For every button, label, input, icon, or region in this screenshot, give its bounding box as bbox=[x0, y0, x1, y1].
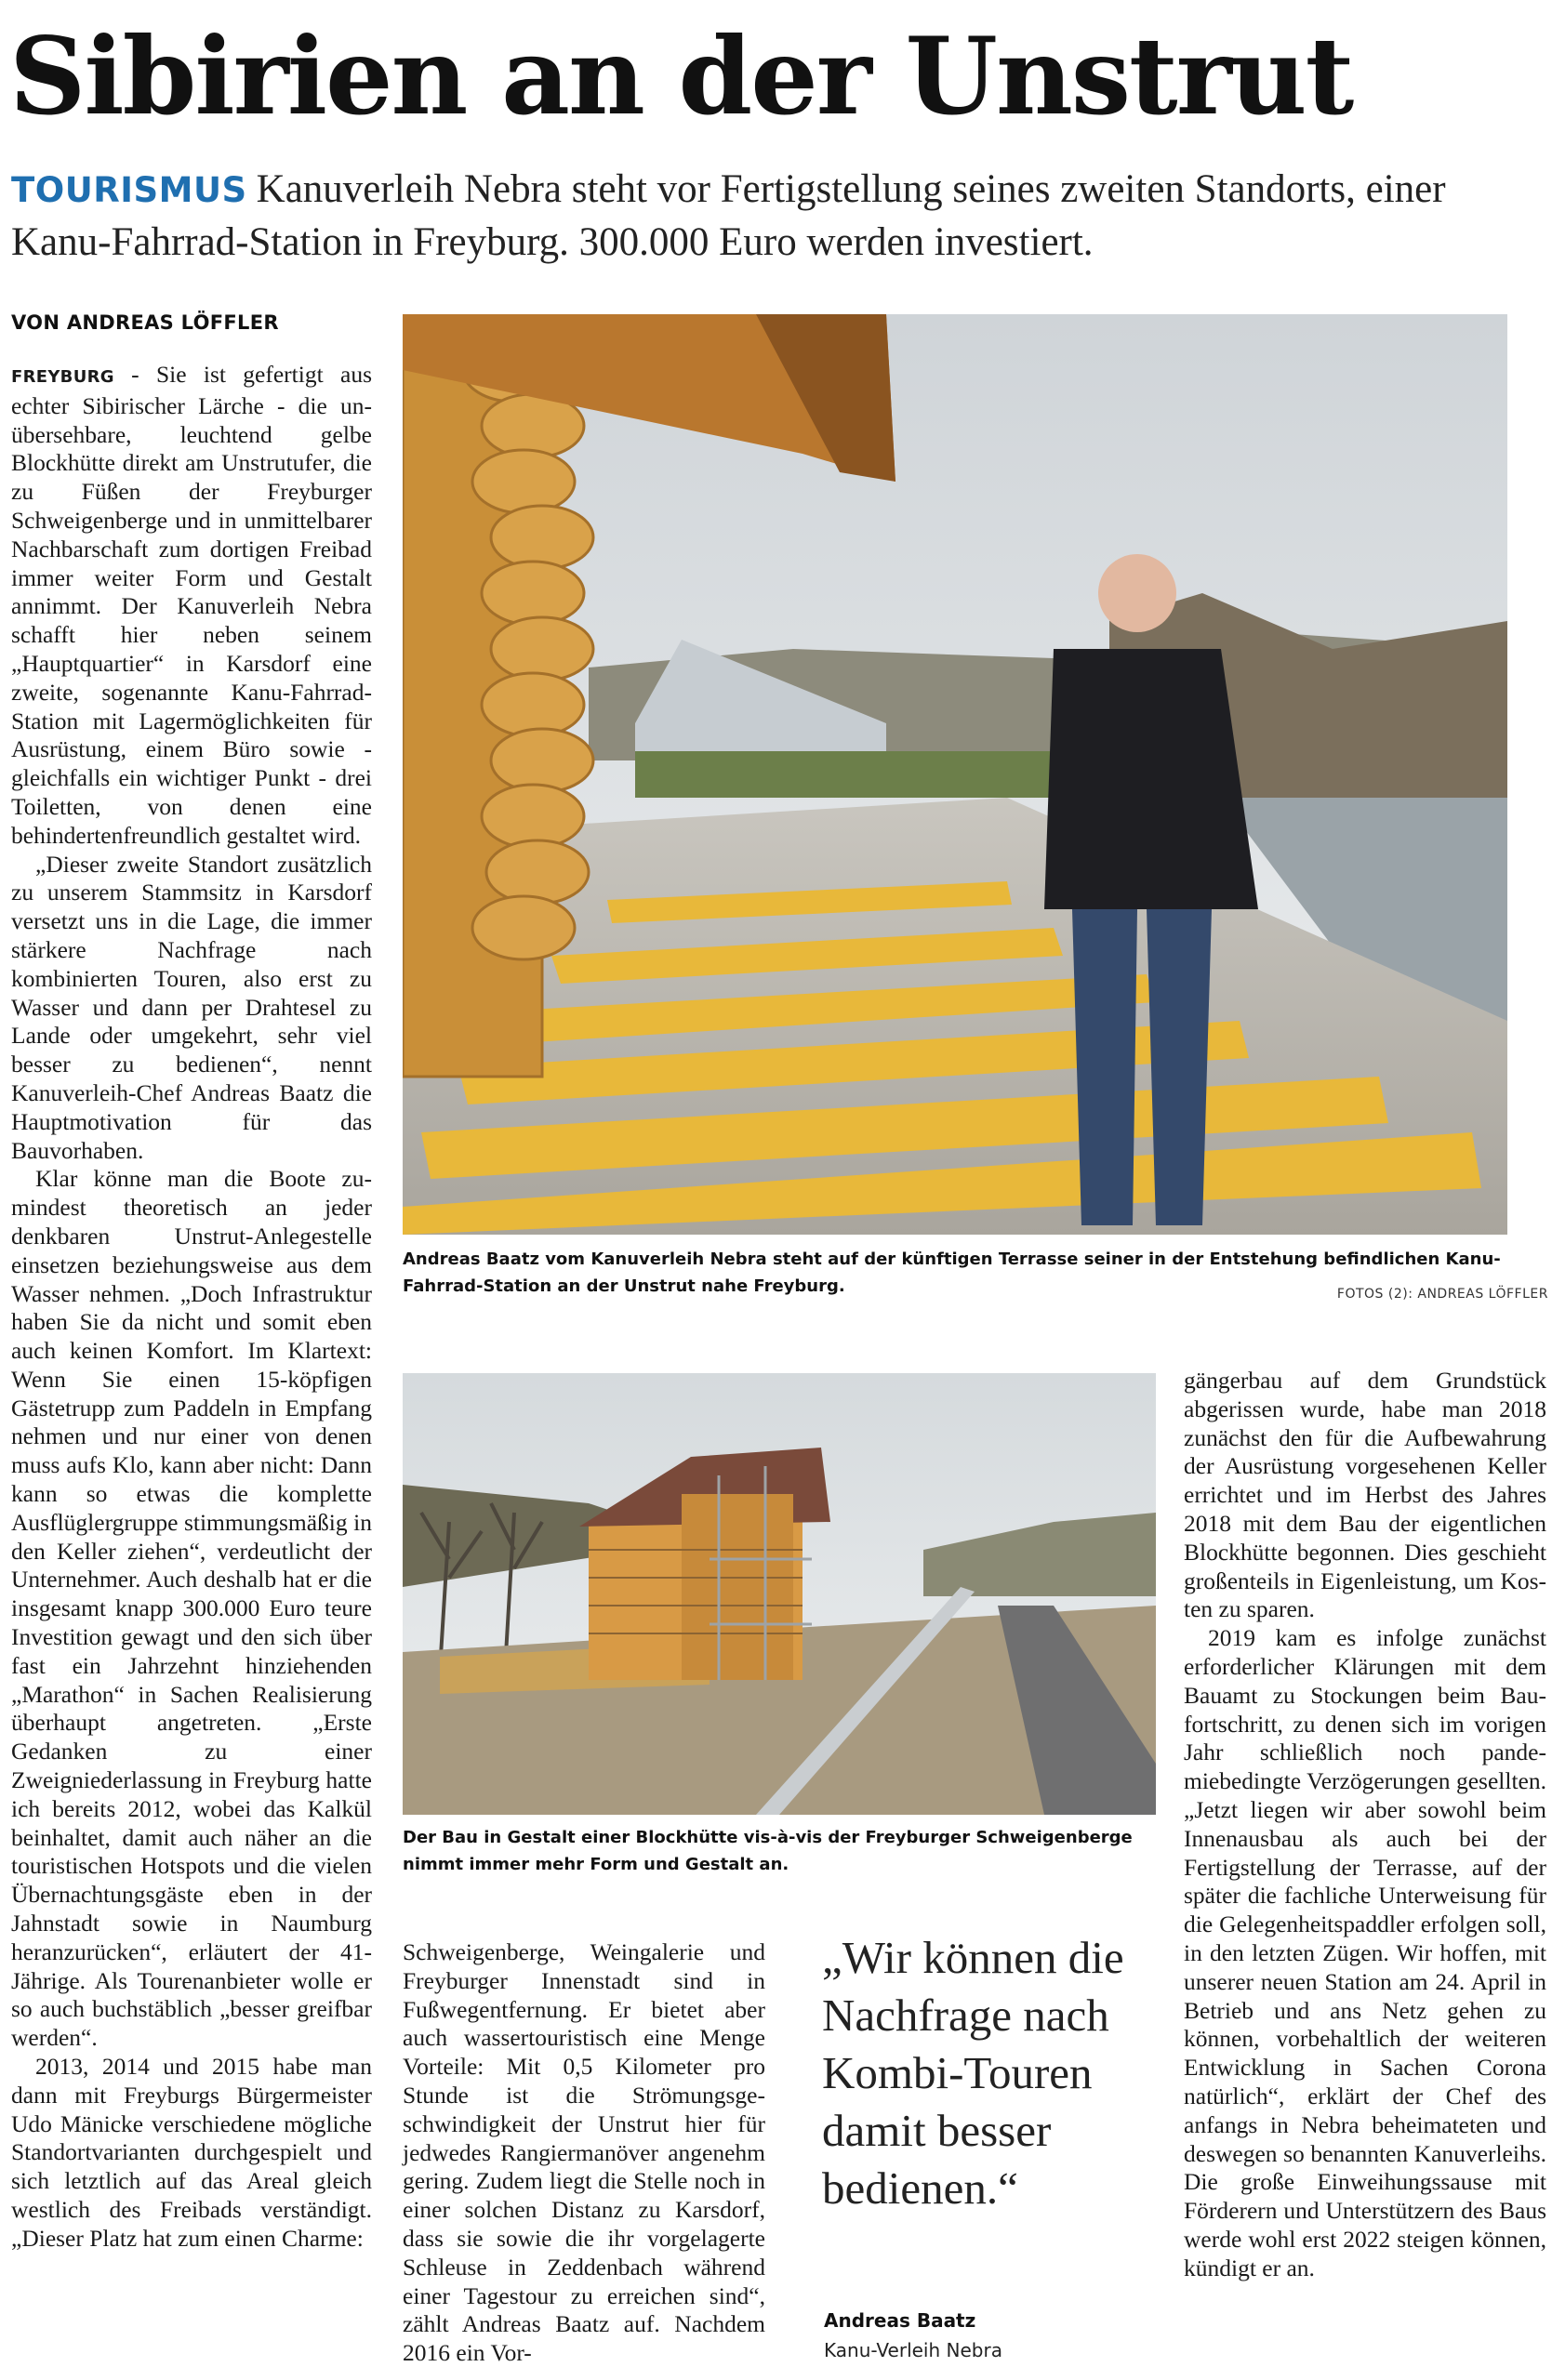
photo-cabin-caption: Der Bau in Gestalt einer Blockhütte vis-à-vis der Freyburger Schweigenberge nimmt immer mehr Form und Gestalt an. bbox=[403, 1828, 1133, 1874]
paragraph bbox=[11, 361, 372, 851]
photo-cabin-image bbox=[403, 1373, 1156, 1815]
photo-credit: FOTOS (2): ANDREAS LÖFFLER bbox=[1336, 1287, 1548, 1302]
paragraph: 2013, 2014 und 2015 habe man dann mit Freyburgs Bürgermeister Udo Mänicke verschiedene mögliche Standortvarianten durchgespielt und sich letztlich auf das Areal gleich westlich des Freibads verständigt. „Dieser Platz hat zum einen Charme: bbox=[11, 2053, 372, 2252]
headline: Sibirien an der Unstrut bbox=[9, 14, 1353, 139]
photo-cabin bbox=[403, 1373, 1156, 1815]
kicker: TOURISMUS bbox=[11, 170, 247, 210]
quote-role: Kanu-Verleih Nebra bbox=[824, 2339, 1002, 2361]
photo-terrace-image bbox=[403, 314, 1507, 1235]
paragraph: Klar könne man die Boote zumindest theoretisch an jeder denkbaren Unstrut-Anlegestelle einsetzen beziehungsweise aus dem Wasser nehmen. „Doch Infrastruktur haben Sie da nicht und somit eben auch keinen Komfort. Im Klartext: Wenn Sie einen 15-köpfigen Gästetrupp zum Paddeln in Empfang nehmen und nur einer von denen muss aufs Klo, kann aber nicht: Dann kann so etwas die komplette Ausflüglergruppe stimmungsmäßig in den Keller ziehen“, verdeutlicht der Unternehmer. Auch deshalb hat er die insgesamt knapp 300.000 Euro teure Investition gewagt und den sich über fast ein Jahrzehnt hinziehenden „Marathon“ in Sachen Realisierung überhaupt angetreten. „Erste Gedanken zu einer Zweigniederlassung in Freyburg hatte ich bereits 2012, wobei das Kalkül beinhaltet, damit auch näher an die touristischen Hotspots und die vielen Übernachtungsgäste eben in der Jahnstadt sowie in Naumburg heranzurücken“, erläutert der 41-Jährige. Als Tourenanbieter wolle er so auch buchstäblich „besser greifbar werden“. bbox=[11, 1165, 372, 2052]
byline: VON ANDREAS LÖFFLER bbox=[11, 311, 279, 334]
deck-text: Kanuverleih Nebra steht vor Fertigstellung seines zweiten Standorts, einer Kanu-Fahrrad-Station in Freyburg. 300.000 Euro werden investiert. bbox=[11, 167, 1446, 264]
paragraph-text: - Sie ist gefertigt aus echter Sibirischer Lärche - die unübersehbare, leuchtend gelbe Blockhütte direkt am Unstrutufer, die zu Füßen der Freyburger Schweigenberge und in unmittelbarer Nachbarschaft zum dortigen Freibad immer weiter Form und Gestalt annimmt. Der Kanuverleih Nebra schafft hier neben seinem „Hauptquartier“ in Karsdorf eine zweite, sogenannte Kanu-Fahrrad-Station mit Lagermöglichkeiten für Ausrüstung, einem Büro sowie - gleichfalls ein wichtiger Punkt - drei Toiletten, von denen eine behindertenfreundlich gestaltet wird. bbox=[11, 361, 372, 849]
column-2 bbox=[403, 1938, 765, 2368]
column-3 bbox=[1184, 1367, 1546, 2283]
column-1 bbox=[11, 361, 372, 2254]
dateline: FREYBURG bbox=[11, 367, 114, 387]
paragraph: gängerbau auf dem Grundstück abgerissen wurde, habe man 2018 zunächst den für die Aufbewahrung der Ausrüstung vorgesehenen Keller errichtet und im Herbst des Jahres 2018 mit dem Bau der eigentlichen Blockhütte begonnen. Dies geschieht großenteils in Eigenleistung, um Kosten zu sparen. bbox=[1184, 1367, 1546, 1623]
photo-terrace bbox=[403, 314, 1507, 1235]
deck bbox=[11, 164, 1518, 269]
photo-terrace-caption: Andreas Baatz vom Kanuverleih Nebra steht auf der künftigen Terrasse seiner in der Entstehung befindlichen Kanu-Fahrrad-Station an der Unstrut nahe Freyburg. bbox=[403, 1250, 1501, 1296]
paragraph: 2019 kam es infolge zunächst erforderlicher Klärungen mit dem Bauamt zu Stockungen beim Baufortschritt, zu denen sich im vorigen Jahr schließlich noch pandemiebedingte Verzögerungen gesellten. „Jetzt liegen wir aber sowohl beim Innenausbau als auch bei der Fertigstellung der Terrasse, auf der später die fachliche Unterweisung für die Gelegenheitspaddler erfolgen soll, in den letzten Zügen. Wir hoffen, mit unserer neuen Station am 24. April in Betrieb und ans Netz gehen zu können, vorbehaltlich der weiteren Entwicklung in Sachen Corona natürlich“, erklärt der Chef des anfangs in Nebra beheimateten und deswegen so benannten Kanuverleihs. Die große Einweihungssause mit Förderern und Unterstützern des Baus werde wohl erst 2022 steigen können, kündigt er an. bbox=[1184, 1624, 1546, 2281]
paragraph: „Dieser zweite Standort zusätzlich zu unserem Stammsitz in Karsdorf versetzt uns in die Lage, die immer stärkere Nachfrage nach kombinierten Touren, also erst zu Wasser und dann per Drahtesel zu Lande oder umgekehrt, sehr viel besser zu bedienen“, nennt Kanuverleih-Chef Andreas Baatz die Hauptmotivation für das Bauvorhaben. bbox=[11, 850, 372, 1164]
quote-author: Andreas Baatz bbox=[824, 2309, 976, 2332]
pull-quote: „Wir können die Nachfrage nach Kombi-Touren damit besser bedienen.“ bbox=[822, 1932, 1124, 2214]
paragraph: Schweigenberge, Weingalerie und Freyburger Innenstadt sind in Fußwegentfernung. Er bietet aber auch wassertouristisch eine Menge Vorteile: Mit 0,5 Kilometer pro Stunde ist die Strömungsgeschwindigkeit der Unstrut hier für jedwedes Rangiermanöver angenehm gering. Zudem liegt die Stelle noch in einer solchen Distanz zu Karsdorf, dass sie sowie die ihr vorgelagerte Schleuse in Zeddenbach während einer Tagestour zu erreichen sind“, zählt Andreas Baatz auf. Nachdem 2016 ein Vor- bbox=[403, 1938, 765, 2367]
